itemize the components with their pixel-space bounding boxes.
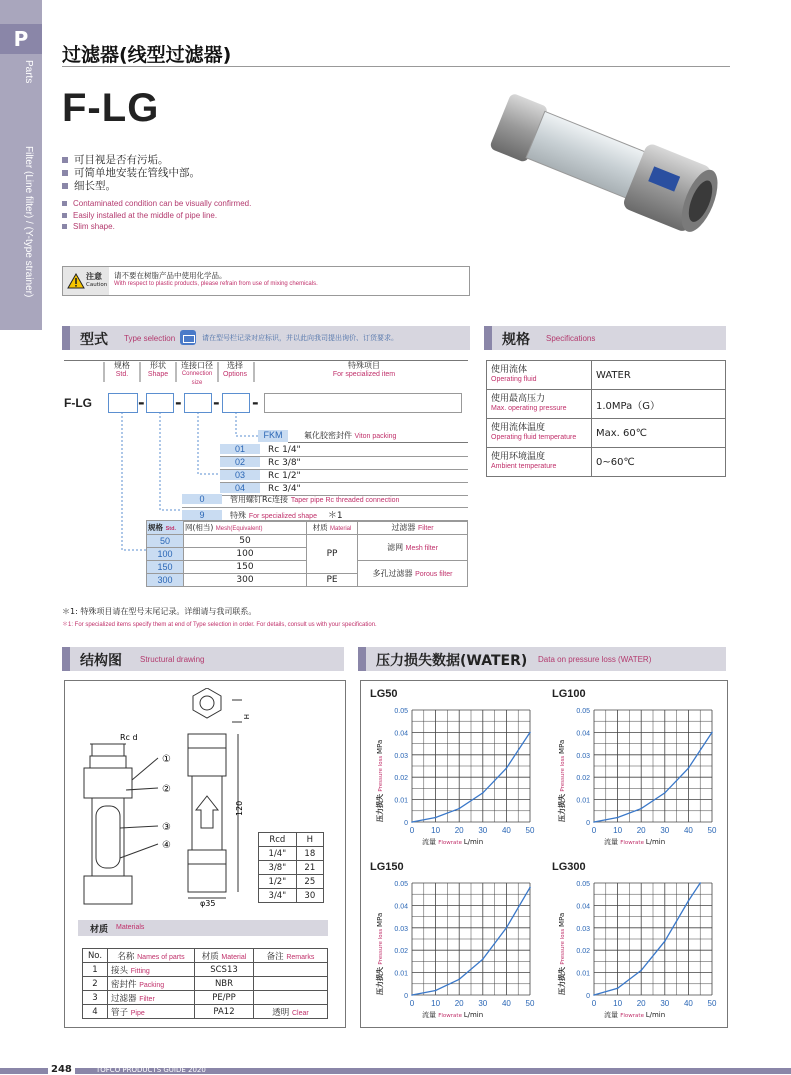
feature-item: 可简单地安装在管线中部。	[62, 167, 200, 180]
type-header-std: 规格 Std.	[114, 361, 130, 378]
x-tick-label: 40	[501, 826, 511, 835]
option-desc: 氟化胶密封件 Viton packing	[288, 430, 468, 443]
x-tick-label: 30	[478, 999, 488, 1008]
data-point	[664, 940, 666, 942]
pressure-header	[358, 647, 726, 671]
model-title: F-LG	[62, 86, 160, 130]
special-item-box[interactable]	[264, 393, 462, 413]
chart-title: LG150	[370, 861, 404, 873]
x-tick-label: 10	[613, 999, 623, 1008]
x-tick-label: 50	[707, 826, 717, 835]
x-axis-label: 流量 Flowrate L/min	[422, 1011, 484, 1019]
caution-label: 注意	[86, 272, 102, 281]
chart-lg300	[552, 861, 728, 1025]
caution-text-en: With respect to plastic products, please refrain from use of mixing chemicals.	[114, 281, 318, 287]
footnote-cn: ＊1: 特殊项目请在型号末尾记录。详细请与我司联系。	[62, 607, 257, 616]
chart-svg	[370, 700, 546, 848]
type-header-size: 连接口径 Connection size	[181, 361, 213, 386]
data-point	[593, 821, 595, 823]
option-code: FKM	[258, 430, 288, 442]
mesh-table: 规格 Std. 网(相当) Mesh(Equivalent) 材质 Material 过滤器 Filter 50 50 PP 滤网 Mesh filter 100 100 150 150 多孔过滤器 Porous filter 300 300 PE	[146, 520, 468, 587]
data-point	[482, 958, 484, 960]
sidebar-section: Parts	[23, 60, 34, 84]
diameter-label: φ35	[200, 899, 216, 908]
y-tick-label: 0.02	[576, 948, 590, 956]
y-tick-label: 0.05	[394, 881, 408, 888]
spec-title-en: Specifications	[546, 334, 596, 343]
sidebar-letter: P	[0, 24, 42, 54]
feature-item-en: Contaminated condition can be visually confirmed.	[62, 198, 251, 210]
x-tick-label: 30	[478, 826, 488, 835]
h-label: H	[242, 714, 250, 720]
x-tick-label: 20	[636, 999, 646, 1008]
y-tick-label: 0.04	[394, 730, 408, 738]
mesh-std: 50	[147, 535, 184, 548]
mesh-std: 100	[147, 548, 184, 561]
data-point	[435, 817, 437, 819]
x-tick-label: 30	[660, 826, 670, 835]
x-tick-label: 20	[636, 826, 646, 835]
data-point	[529, 887, 531, 889]
chart-lg150	[370, 861, 546, 1025]
shape-row: 9 特殊 For specialized shape ＊1	[182, 508, 468, 522]
structure-title-en: Structural drawing	[140, 655, 205, 664]
data-point	[593, 994, 595, 996]
x-tick-label: 10	[431, 826, 441, 835]
page-number: 248	[48, 1064, 75, 1075]
x-tick-label: 10	[613, 826, 623, 835]
x-tick-label: 0	[591, 826, 597, 835]
callout-2: ②	[162, 784, 171, 795]
x-tick-label: 50	[525, 826, 535, 835]
y-tick-label: 0.04	[576, 903, 590, 911]
chart-svg	[552, 700, 728, 848]
y-tick-label: 0	[404, 820, 408, 827]
data-point	[482, 792, 484, 794]
size-row: 01 Rc 1/4"	[220, 444, 468, 457]
data-point	[458, 808, 460, 810]
x-tick-label: 50	[525, 999, 535, 1008]
y-tick-label: 0.04	[576, 730, 590, 738]
y-tick-label: 0.05	[576, 708, 590, 715]
pressure-title: 压力损失数据(WATER)	[376, 653, 528, 669]
chart-lg50	[370, 688, 546, 852]
printer-icon	[180, 330, 196, 345]
x-tick-label: 40	[501, 999, 511, 1008]
size-row: 04 Rc 3/4"	[220, 483, 468, 496]
y-axis-label: 压力损失 Pressure loss MPa	[558, 912, 566, 995]
x-tick-label: 40	[683, 999, 693, 1008]
y-axis-label: 压力损失 Pressure loss MPa	[376, 912, 384, 995]
size-row: 02 Rc 3/8"	[220, 457, 468, 470]
y-axis-label: 压力损失 Pressure loss MPa	[376, 739, 384, 822]
x-tick-label: 20	[454, 999, 464, 1008]
spec-value: Max. 60℃	[592, 419, 726, 448]
y-tick-label: 0.03	[576, 925, 590, 933]
callout-3: ③	[162, 822, 171, 833]
rc-label: Rc d	[120, 733, 138, 742]
data-point	[699, 882, 701, 884]
x-tick-label: 0	[591, 999, 597, 1008]
spec-value: WATER	[592, 361, 726, 390]
feature-item: 可目视是否有污垢。	[62, 154, 200, 167]
data-point	[664, 792, 666, 794]
y-tick-label: 0.02	[394, 775, 408, 783]
product-photo	[480, 88, 730, 248]
length-label: 120	[235, 800, 244, 816]
chart-title: LG100	[552, 688, 586, 700]
y-tick-label: 0.01	[394, 797, 408, 805]
chart-title: LG300	[552, 861, 586, 873]
x-axis-label: 流量 Flowrate L/min	[422, 838, 484, 846]
caution-box	[62, 266, 470, 296]
structure-title: 结构图	[80, 653, 122, 669]
chart-svg	[552, 873, 728, 1021]
shape-list	[182, 494, 468, 522]
type-selection-header	[62, 326, 470, 350]
x-tick-label: 20	[454, 826, 464, 835]
y-axis-label: 压力损失 Pressure loss MPa	[558, 739, 566, 822]
data-point	[617, 817, 619, 819]
x-tick-label: 30	[660, 999, 670, 1008]
x-tick-label: 10	[431, 999, 441, 1008]
feature-item-en: Easily installed at the middle of pipe line.	[62, 210, 251, 222]
chart-lg100	[552, 688, 728, 852]
y-tick-label: 0.02	[576, 775, 590, 783]
features-en	[62, 198, 251, 233]
data-point	[435, 990, 437, 992]
spec-table: 使用流体 Operating fluid WATER 使用最高压力 Max. operating pressure 1.0MPa（G） 使用流体温度 Operating fluid temperature Max. 60℃ 使用环境温度 Ambient temperature 0~60℃	[486, 360, 726, 477]
y-tick-label: 0.05	[576, 881, 590, 888]
type-header-options: 选择 Options	[222, 361, 248, 378]
structure-header	[62, 647, 344, 671]
chart-title: LG50	[370, 688, 398, 700]
mesh-std: 150	[147, 561, 184, 574]
callout-4: ④	[162, 840, 171, 851]
callout-1: ①	[162, 754, 171, 765]
x-tick-label: 40	[683, 826, 693, 835]
pressure-title-en: Data on pressure loss (WATER)	[538, 655, 652, 664]
mesh-std: 300	[147, 574, 184, 587]
data-point	[711, 732, 713, 734]
materials-header: 材质 Materials	[78, 920, 328, 936]
type-selection-note: 请在型号栏记录对应标识，并以此向我司提出询价、订货要求。	[202, 334, 398, 342]
spec-header	[484, 326, 726, 350]
page-title: 过滤器(线型过滤器)	[62, 44, 232, 66]
type-header-special: 特殊项目 For specialized item	[332, 361, 396, 378]
x-axis-label: 流量 Flowrate L/min	[604, 1011, 666, 1019]
y-tick-label: 0	[404, 993, 408, 1000]
data-point	[688, 767, 690, 769]
x-tick-label: 0	[409, 999, 415, 1008]
y-tick-label: 0.03	[576, 752, 590, 760]
data-point	[529, 732, 531, 734]
footnote-en: ＊1: For specialized items specify them at end of Type selection in order. For details, consult us with your specification.	[62, 622, 377, 628]
y-tick-label: 0	[586, 820, 590, 827]
spec-value: 1.0MPa（G）	[592, 390, 726, 419]
spec-value: 0~60℃	[592, 448, 726, 477]
type-header-shape: 形状 Shape	[147, 361, 169, 378]
spec-title: 规格	[502, 332, 530, 348]
data-point	[458, 979, 460, 981]
y-tick-label: 0.03	[394, 925, 408, 933]
caution-text: 请不要在树脂产品中使用化学品。	[114, 271, 227, 280]
data-point	[411, 821, 413, 823]
sidebar-category: Filter (Line filter) / (Y-type strainer)	[23, 146, 34, 298]
x-axis-label: 流量 Flowrate L/min	[604, 838, 666, 846]
y-tick-label: 0	[586, 993, 590, 1000]
data-point	[688, 900, 690, 902]
data-point	[506, 927, 508, 929]
materials-table: No. 名称 Names of parts 材质 Material 备注 Remarks 1 接头 Fitting SCS13 2 密封件 Packing NBR 3 过滤器 Filter PE/PP 4 管子 Pipe PA12 透明 Clear	[82, 948, 328, 1019]
y-tick-label: 0.04	[394, 903, 408, 911]
y-tick-label: 0.05	[394, 708, 408, 715]
chart-svg	[370, 873, 546, 1021]
data-point	[617, 987, 619, 989]
size-row: 03 Rc 1/2"	[220, 470, 468, 483]
type-selection-title-en: Type selection	[124, 334, 176, 343]
y-tick-label: 0.01	[576, 970, 590, 978]
footer-guide: TOFCO PRODUCTS GUIDE 2020	[96, 1066, 206, 1074]
shape-row: 0 管用螺钉Rc连接 Taper pipe Rc threaded connection	[182, 494, 468, 508]
features-cn	[62, 154, 200, 193]
y-tick-label: 0.03	[394, 752, 408, 760]
caution-label-en: Caution	[86, 282, 108, 288]
warning-icon	[67, 273, 85, 289]
title-divider	[62, 66, 730, 67]
feature-item: 细长型。	[62, 180, 200, 193]
feature-item-en: Slim shape.	[62, 221, 251, 233]
y-tick-label: 0.01	[576, 797, 590, 805]
header-dividers	[100, 362, 270, 384]
y-tick-label: 0.02	[394, 948, 408, 956]
y-tick-label: 0.01	[394, 970, 408, 978]
size-list	[220, 444, 468, 496]
data-point	[640, 970, 642, 972]
data-point	[411, 994, 413, 996]
model-prefix: F-LG	[64, 396, 92, 410]
dimension-table: Rcd H 1/4" 18 3/8" 21 1/2" 25 3/4" 30	[258, 832, 324, 903]
data-point	[506, 767, 508, 769]
x-tick-label: 50	[707, 999, 717, 1008]
data-point	[640, 808, 642, 810]
type-selection-title: 型式	[80, 332, 108, 348]
x-tick-label: 0	[409, 826, 415, 835]
